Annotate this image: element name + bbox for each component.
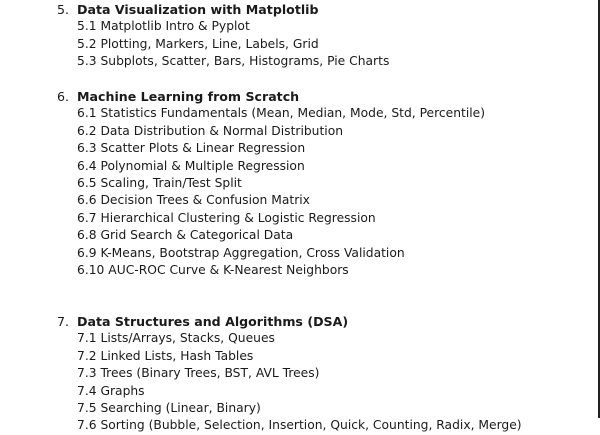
list-item: 7.2 Linked Lists, Hash Tables bbox=[77, 348, 254, 363]
list-item: 6.3 Scatter Plots & Linear Regression bbox=[77, 141, 306, 156]
section-title: Data Structures and Algorithms (DSA) bbox=[77, 314, 349, 329]
list-item: 7.6 Sorting (Bubble, Selection, Insertion, Quick, Counting, Radix, Merge) bbox=[77, 418, 522, 433]
section-title: Machine Learning from Scratch bbox=[77, 89, 300, 104]
section-data-visualization bbox=[57, 1, 597, 71]
section-machine-learning bbox=[57, 88, 597, 279]
list-item: 6.6 Decision Trees & Confusion Matrix bbox=[77, 193, 310, 208]
list-item: 5.1 Matplotlib Intro & Pyplot bbox=[77, 19, 250, 34]
list-item: 6.1 Statistics Fundamentals (Mean, Median, Mode, Std, Percentile) bbox=[77, 106, 486, 121]
list-item: 5.3 Subplots, Scatter, Bars, Histograms, Pie Charts bbox=[77, 54, 390, 69]
list-item: 7.3 Trees (Binary Trees, BST, AVL Trees) bbox=[77, 366, 320, 381]
list-item: 6.7 Hierarchical Clustering & Logistic Regression bbox=[77, 210, 376, 225]
list-item: 6.2 Data Distribution & Normal Distribution bbox=[77, 123, 344, 138]
list-item: 5.2 Plotting, Markers, Line, Labels, Grid bbox=[77, 36, 319, 51]
list-item: 6.4 Polynomial & Multiple Regression bbox=[77, 158, 305, 173]
list-item: 7.4 Graphs bbox=[77, 383, 145, 398]
list-item: 6.8 Grid Search & Categorical Data bbox=[77, 228, 294, 243]
list-item: 7.1 Lists/Arrays, Stacks, Queues bbox=[77, 331, 275, 346]
section-heading bbox=[57, 88, 597, 105]
section-dsa bbox=[57, 313, 597, 435]
list-item: 6.10 AUC-ROC Curve & K-Nearest Neighbors bbox=[77, 262, 349, 277]
section-number: 6. bbox=[57, 89, 70, 104]
section-number: 7. bbox=[57, 314, 70, 329]
section-heading bbox=[57, 1, 597, 18]
list-item: 6.5 Scaling, Train/Test Split bbox=[77, 175, 242, 190]
section-heading bbox=[57, 313, 597, 330]
section-title: Data Visualization with Matplotlib bbox=[77, 2, 319, 17]
section-number: 5. bbox=[57, 2, 70, 17]
list-item: 6.9 K-Means, Bootstrap Aggregation, Cross Validation bbox=[77, 245, 405, 260]
list-item: 7.5 Searching (Linear, Binary) bbox=[77, 400, 261, 415]
